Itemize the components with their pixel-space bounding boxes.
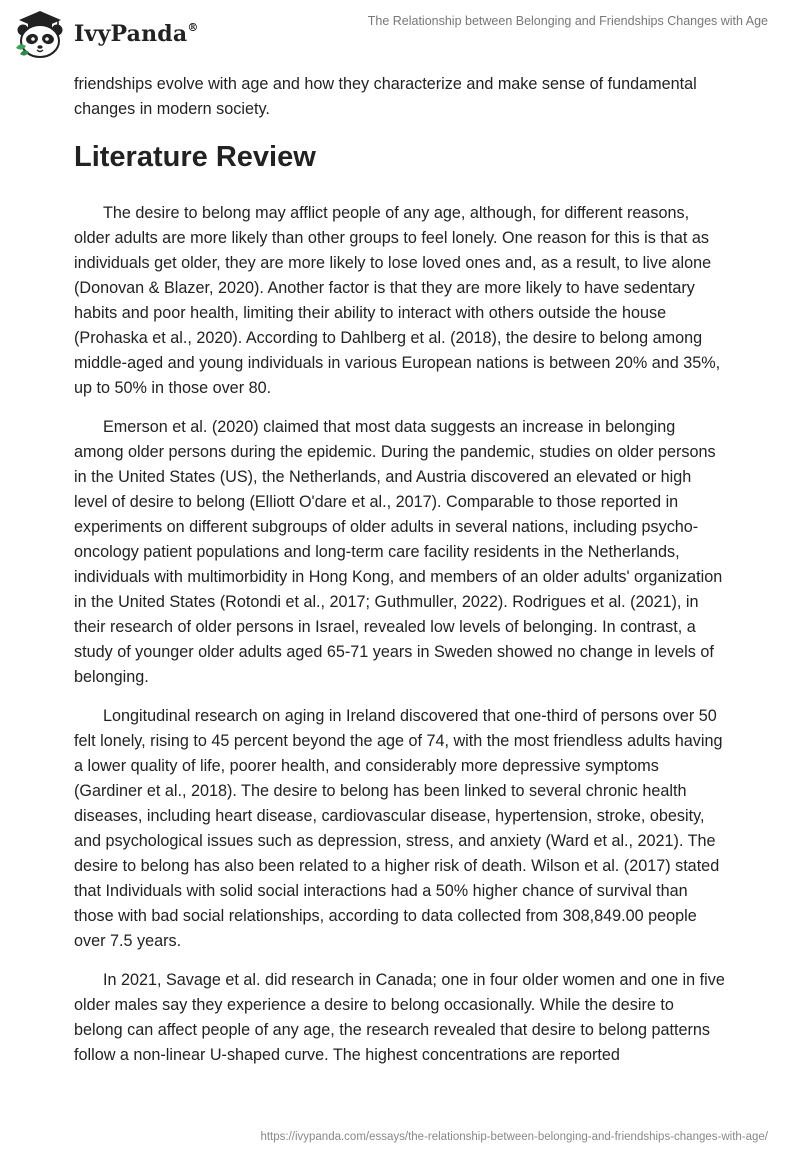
body-paragraph-4: In 2021, Savage et al. did research in Canada; one in four older women and one in five older males say they experience a desire to belong occasionally. While the desire to belong can affect people of any age, the research revealed that desire to belong patterns follow a non-linear U-shaped curve. The highest concentrations are reported	[74, 971, 725, 1064]
brand-logo[interactable]	[14, 8, 199, 60]
body-paragraph-2: Emerson et al. (2020) claimed that most data suggests an increase in belonging among older persons during the epidemic. During the pandemic, studies on older persons in the United States (US), the Netherlands, and Austria discovered an elevated or high level of desire to belong (Elliott O'dare et al., 2017). Comparable to those reported in experiments on different subgroups of older adults in several nations, including psycho-oncology patient populations and long-term care facility residents in the Netherlands, individuals with multimorbidity in Hong Kong, and members of an older adults' organization in the United States (Rotondi et al., 2017; Guthmuller, 2022). Rodrigues et al. (2021), in their research of older persons in Israel, revealed low levels of belonging. In contrast, a study of younger older adults aged 65-71 years in Sweden showed no change in levels of belonging.	[74, 418, 723, 686]
brand-name: IvyPanda®	[74, 20, 199, 47]
body-paragraph-3: Longitudinal research on aging in Ireland discovered that one-third of persons over 50 felt lonely, rising to 45 percent beyond the age of 74, with the most friendless adults having a lower quality of life, poorer health, and considerably more depressive symptoms (Gardiner et al., 2018). The desire to belong has been linked to several chronic health diseases, including heart disease, cardiovascular disease, hypertension, stroke, obesity, and psychological issues such as depression, stress, and anxiety (Ward et al., 2021). The desire to belong has also been related to a higher risk of death. Wilson et al. (2017) stated that Individuals with solid social interactions had a 50% higher chance of survival than those with bad social relationships, according to data collected from 308,849.00 people over 7.5 years.	[74, 707, 723, 950]
body-paragraph-1: The desire to belong may afflict people of any age, although, for different reasons, older adults are more likely than other groups to feel lonely. One reason for this is that as individuals get older, they are more likely to lose loved ones and, as a result, to live alone (Donovan & Blazer, 2020). Another factor is that they are more likely to have sedentary habits and poor health, limiting their ability to interact with others outside the house (Prohaska et al., 2020). According to Dahlberg et al. (2018), the desire to belong among middle-aged and young individuals in various European nations is between 20% and 35%, up to 50% in those over 80.	[74, 204, 721, 397]
intro-paragraph: friendships evolve with age and how they characterize and make sense of fundamental changes in modern society.	[74, 75, 697, 118]
page-header	[0, 0, 800, 68]
document-title: The Relationship between Belonging and Friendships Changes with Age	[367, 14, 768, 28]
essay-content	[74, 72, 726, 1082]
section-heading: Literature Review	[74, 141, 316, 173]
footer-url-link[interactable]: https://ivypanda.com/essays/the-relationship-between-belonging-and-friendships-changes-with-age/	[260, 1131, 768, 1143]
panda-graduate-icon	[14, 8, 66, 60]
registered-mark: ®	[187, 20, 199, 34]
